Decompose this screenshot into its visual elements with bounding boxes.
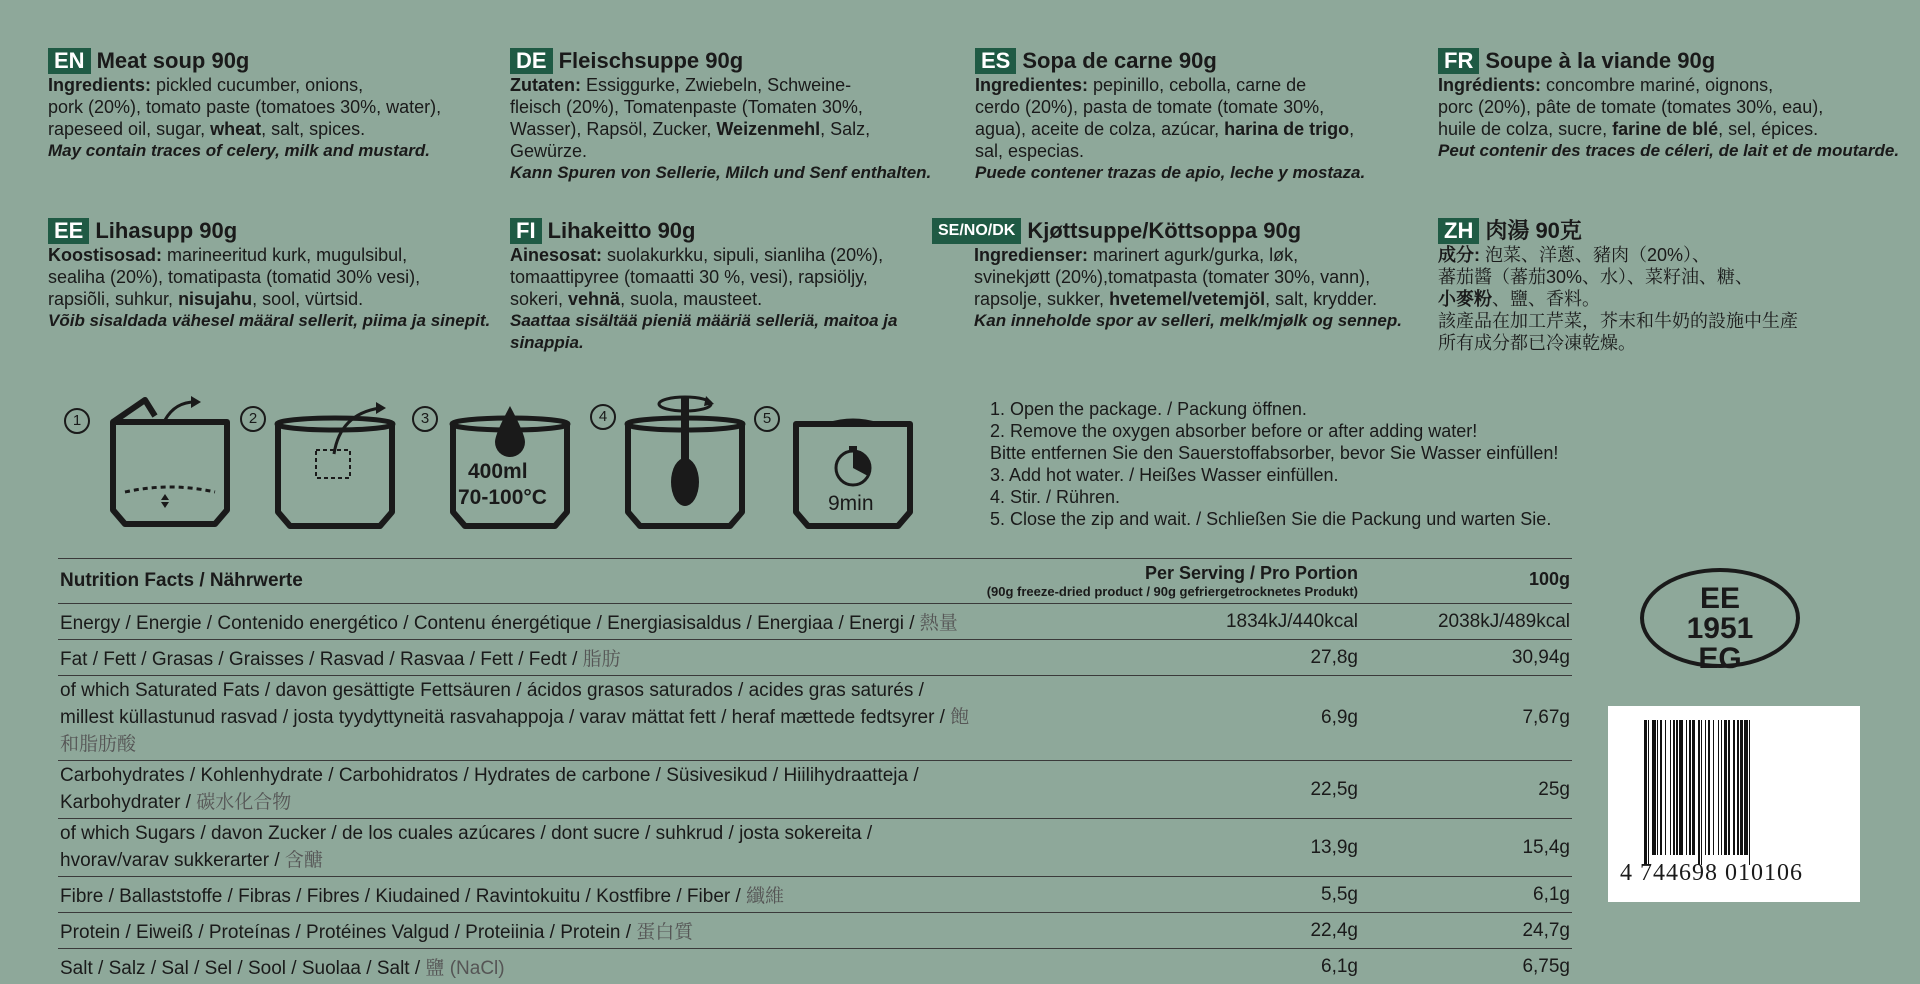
allergen: nisujahu: [178, 289, 252, 309]
step-number: 4: [590, 404, 616, 430]
ingredients-text: concombre mariné, oignons, porc (20%), pâte de tomate (tomates 30%, eau), huile de colza, sucre,: [1438, 75, 1823, 139]
lang-badge: ZH: [1438, 218, 1479, 244]
allergen-warning: Kann Spuren von Sellerie, Milch und Senf enthalten.: [510, 162, 950, 184]
allergen-warning: Saattaa sisältää pieniä määriä selleriä, maitoa ja sinappia.: [510, 310, 960, 354]
lang-block-fi: [510, 218, 960, 354]
ingredients-text: 泡菜、洋蔥、豬肉（20%）、 蕃茄醬（蕃茄30%、水）、菜籽油、糖、: [1438, 245, 1753, 287]
ingredients-label: Ingredientes:: [975, 75, 1088, 95]
nutrient-label-zh: 脂肪: [583, 649, 621, 670]
preparation-steps: [60, 390, 910, 540]
step-number: 3: [412, 406, 438, 432]
per-100g-value: 25g: [1378, 761, 1572, 819]
health-mark-number: 1951: [1644, 614, 1796, 644]
ingredients-text: marinert agurk/gurka, løk, svinekjøtt (20%),tomatpasta (tomater 30%, vann), rapsolje, sukker,: [974, 245, 1370, 309]
per-serving-value: 1834kJ/440kcal: [985, 604, 1378, 640]
barcode-bars: [1644, 720, 1834, 865]
ingredients-label: Ingredienser:: [974, 245, 1088, 265]
water-temperature: 70-100°C: [458, 486, 547, 510]
allergen: harina de trigo: [1224, 119, 1349, 139]
lang-badge: FI: [510, 218, 542, 244]
step-number: 2: [240, 406, 266, 432]
nutrient-label: Fibre / Ballaststoffe / Fibras / Fibres / Kiudained / Ravintokuitu / Kostfibre / Fiber /: [60, 886, 746, 907]
stir-icon: [620, 390, 750, 534]
eu-health-mark: [1640, 568, 1800, 668]
health-mark-country: EE: [1644, 584, 1796, 614]
ingredients-text: pickled cucumber, onions, pork (20%), tomato paste (tomatoes 30%, water), rapeseed oil, sugar,: [48, 75, 441, 139]
lang-block-zh: [1438, 218, 1908, 354]
allergen: farine de blé: [1612, 119, 1718, 139]
remove-absorber-icon: [270, 394, 400, 534]
preparation-instructions: 1. Open the package. / Packung öffnen. 2. Remove the oxygen absorber before or after adding water! Bitte entfernen Sie den Sauerstoffabsorber, bevor Sie Wasser einfüllen! 3. Add hot water. / Heißes Wasser einfüllen. 4. Stir. / Rühren. 5. Close the zip and wait. / Schließen Sie die Packung und warten Sie.: [990, 398, 1558, 530]
allergen-warning: May contain traces of celery, milk and mustard.: [48, 140, 488, 162]
per-serving-label: Per Serving / Pro Portion: [987, 563, 1358, 584]
ingredients-text: , Salz, Gewürze.: [510, 119, 870, 161]
per-100g-value: 2038kJ/489kcal: [1378, 604, 1572, 640]
ingredients-text: , salt, krydder.: [1265, 289, 1377, 309]
nutrition-header-row: [58, 559, 1572, 604]
per-100g-value: 7,67g: [1378, 676, 1572, 761]
nutrient-label-zh: 飽和脂肪酸: [60, 707, 969, 755]
allergen-warning: Võib sisaldada vähesel määral sellerit, piima ja sinepit.: [48, 310, 498, 332]
per-serving-value: 5,5g: [985, 877, 1378, 913]
ingredients-text: , sel, épices.: [1718, 119, 1818, 139]
nutrition-row: [58, 604, 1572, 640]
ingredients-text: suolakurkku, sipuli, sianliha (20%), tomaattipyree (tomaatti 30 %, vesi), rapsiöljy, sokeri,: [510, 245, 883, 309]
ingredients-text: Essiggurke, Zwiebeln, Schweine- fleisch (20%), Tomatenpaste (Tomaten 30%, Wasser), Rapsöl, Zucker,: [510, 75, 863, 139]
barcode-bar: [1750, 720, 1753, 865]
open-package-icon: [105, 392, 235, 532]
barcode-number: 4 744698 010106: [1620, 860, 1803, 887]
water-amount: 400ml: [468, 460, 528, 484]
lang-block-fr: [1438, 48, 1908, 162]
per-serving-value: 13,9g: [985, 819, 1378, 877]
nutrition-title: Nutrition Facts / Nährwerte: [58, 559, 985, 604]
allergen-warning: Puede contener trazas de apio, leche y mostaza.: [975, 162, 1415, 184]
ingredients-text: , sal, especias.: [975, 119, 1354, 161]
product-title: Soupe à la viande 90g: [1485, 48, 1715, 74]
per-serving-value: 6,9g: [985, 676, 1378, 761]
ingredients-label: Ainesosat:: [510, 245, 602, 265]
nutrition-table: [58, 558, 1572, 984]
product-title: Fleischsuppe 90g: [559, 48, 744, 74]
nutrition-row: [58, 640, 1572, 676]
nutrient-label: Carbohydrates / Kohlenhydrate / Carbohidratos / Hydrates de carbone / Süsivesikud / Hiilihydraatteja / Karbohydrater /: [60, 765, 919, 813]
step-number: 1: [64, 408, 90, 434]
product-title: Lihasupp 90g: [95, 218, 237, 244]
allergen: Weizenmehl: [716, 119, 820, 139]
per-100g-header: 100g: [1378, 559, 1572, 604]
allergen: vehnä: [568, 289, 620, 309]
nutrient-label-zh: 碳水化合物: [196, 792, 291, 813]
per-serving-value: 22,4g: [985, 913, 1378, 949]
barcode: [1608, 706, 1860, 902]
lang-block-de: [510, 48, 950, 184]
ingredients-label: Ingrédients:: [1438, 75, 1541, 95]
ingredients-label: 成分:: [1438, 245, 1480, 265]
product-title: Meat soup 90g: [97, 48, 250, 74]
nutrition-row: [58, 819, 1572, 877]
nutrient-label: Salt / Salz / Sal / Sel / Sool / Suolaa / Salt /: [60, 958, 425, 979]
per-100g-value: 15,4g: [1378, 819, 1572, 877]
allergen: wheat: [210, 119, 261, 139]
product-title: Sopa de carne 90g: [1022, 48, 1216, 74]
step-number: 5: [754, 406, 780, 432]
lang-badge: ES: [975, 48, 1016, 74]
nutrition-row: [58, 761, 1572, 819]
lang-badge: EN: [48, 48, 91, 74]
per-serving-header: [985, 559, 1378, 604]
ingredients-label: Zutaten:: [510, 75, 581, 95]
ingredients-label: Ingredients:: [48, 75, 151, 95]
nutrient-label: of which Saturated Fats / davon gesättigte Fettsäuren / ácidos grasos saturados / acides gras saturés / millest küllastunud rasvad / josta tyydyttyneitä rasvahappoja / varav mättat fett / heraf mættede fedtsyrer /: [60, 680, 950, 728]
lang-badge: FR: [1438, 48, 1479, 74]
nutrient-label: of which Sugars / davon Zucker / de los cuales azúcares / dont sucre / suhkrud / josta sokereita / hvorav/varav sukkerarter /: [60, 823, 872, 871]
per-100g-value: 6,1g: [1378, 877, 1572, 913]
nutrient-label: Protein / Eiweiß / Proteínas / Protéines Valgud / Proteiinia / Protein /: [60, 922, 636, 943]
ingredients-text: marineeritud kurk, mugulsibul, sealiha (20%), tomatipasta (tomatid 30% vesi), rapsiõli, suhkur,: [48, 245, 420, 309]
product-title: 肉湯 90克: [1485, 218, 1582, 244]
ingredients-text: pepinillo, cebolla, carne de cerdo (20%), pasta de tomate (tomate 30%, agua), aceite de colza, azúcar,: [975, 75, 1324, 139]
allergen: 小麥粉: [1438, 289, 1492, 309]
allergen-warning: Kan inneholde spor av selleri, melk/mjølk og sennep.: [932, 310, 1422, 332]
lang-badge: EE: [48, 218, 89, 244]
nutrient-label-zh: 熱量: [920, 613, 958, 634]
product-title: Lihakeitto 90g: [548, 218, 696, 244]
nutrition-row: [58, 877, 1572, 913]
per-serving-value: 27,8g: [985, 640, 1378, 676]
lang-block-en: [48, 48, 488, 162]
per-100g-value: 24,7g: [1378, 913, 1572, 949]
nutrition-row: [58, 949, 1572, 984]
nutrition-row: [58, 676, 1572, 761]
nutrient-label-zh: 鹽 (NaCl): [425, 958, 504, 979]
health-mark-eu: EG: [1644, 644, 1796, 674]
ingredients-text: 、鹽、香料。 該產品在加工芹菜，芥末和牛奶的設施中生產 所有成分都已冷凍乾燥。: [1438, 289, 1798, 353]
ingredients-label: Koostisosad:: [48, 245, 162, 265]
allergen: hvetemel/vetemjöl: [1109, 289, 1265, 309]
nutrient-label-zh: 纖維: [746, 886, 784, 907]
ingredients-text: , salt, spices.: [261, 119, 365, 139]
allergen-warning: Peut contenir des traces de céleri, de lait et de moutarde.: [1438, 140, 1908, 162]
lang-badge: DE: [510, 48, 553, 74]
nutrient-label: Energy / Energie / Contenido energético / Contenu énergétique / Energiasisaldus / Energiaa / Energi /: [60, 613, 920, 634]
nutrient-label-zh: 蛋白質: [636, 922, 693, 943]
per-100g-value: 30,94g: [1378, 640, 1572, 676]
lang-block-se-no-dk: [932, 218, 1422, 332]
per-100g-value: 6,75g: [1378, 949, 1572, 984]
lang-block-es: [975, 48, 1415, 184]
ingredients-text: , suola, mausteet.: [620, 289, 762, 309]
per-serving-sub: (90g freeze-dried product / 90g gefriergetrocknetes Produkt): [987, 584, 1358, 599]
nutrition-row: [58, 913, 1572, 949]
nutrient-label-zh: 含醣: [285, 850, 323, 871]
nutrient-label: Fat / Fett / Grasas / Graisses / Rasvad / Rasvaa / Fett / Fedt /: [60, 649, 583, 670]
product-title: Kjøttsuppe/Köttsoppa 90g: [1027, 218, 1301, 244]
ingredients-text: , sool, vürtsid.: [252, 289, 363, 309]
lang-block-ee: [48, 218, 498, 332]
per-serving-value: 6,1g: [985, 949, 1378, 984]
per-serving-value: 22,5g: [985, 761, 1378, 819]
wait-time: 9min: [828, 492, 874, 516]
lang-badge: SE/NO/DK: [932, 218, 1021, 244]
